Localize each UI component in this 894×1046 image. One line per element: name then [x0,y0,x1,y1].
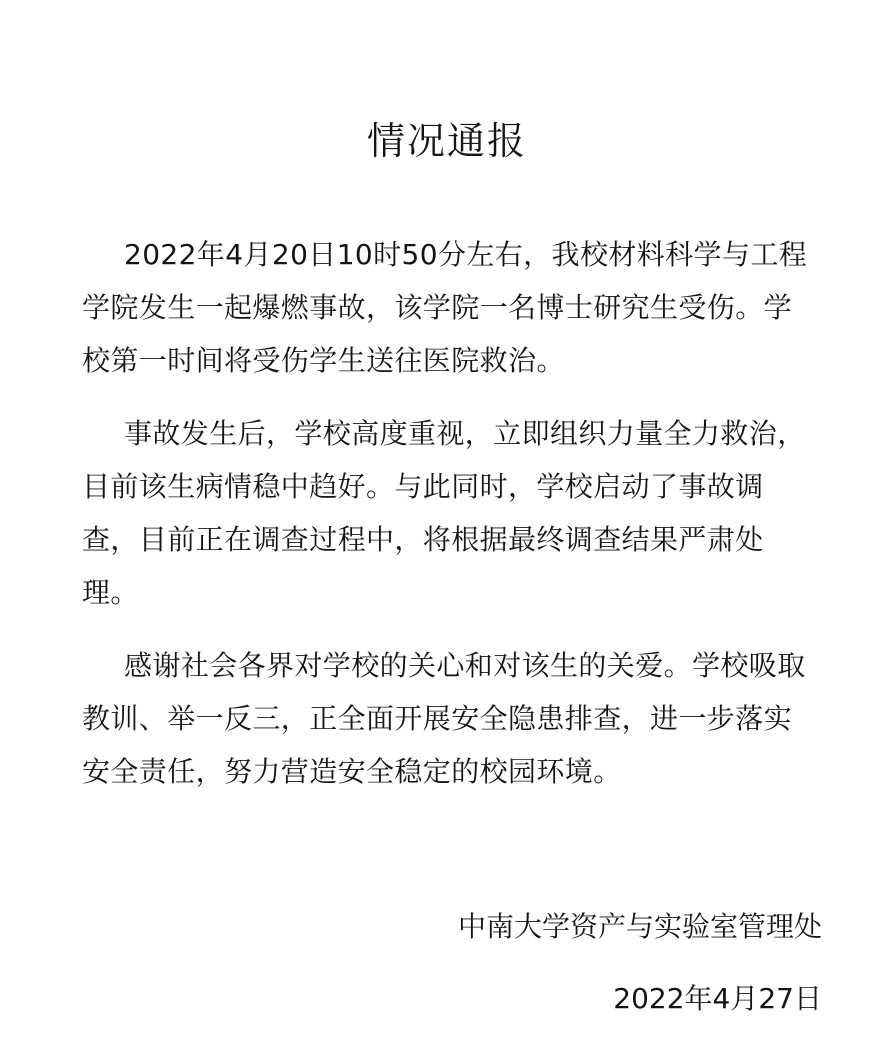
signature-organization: 中南大学资产与实验室管理处 [457,910,822,943]
document-body [82,228,812,818]
document-title: 情况通报 [366,119,527,164]
signature-date: 2022年4月27日 [613,982,822,1015]
paragraph-incident: 2022年4月20日10时50分左右，我校材料科学与工程学院发生一起爆燃事故，该学院一名博士研究生受伤。学校第一时间将受伤学生送往医院救治。 [82,238,808,377]
paragraph-thanks: 感谢社会各界对学校的关心和对该生的关爱。学校吸取教训、举一反三，正全面开展安全隐患排查，进一步落实安全责任，努力营造安全稳定的校园环境。 [82,649,806,788]
paragraph-response: 事故发生后，学校高度重视，立即组织力量全力救治，目前该生病情稳中趋好。与此同时，学校启动了事故调查，目前正在调查过程中，将根据最终调查结果严肃处理。 [82,417,806,609]
signature-block [458,900,822,1026]
